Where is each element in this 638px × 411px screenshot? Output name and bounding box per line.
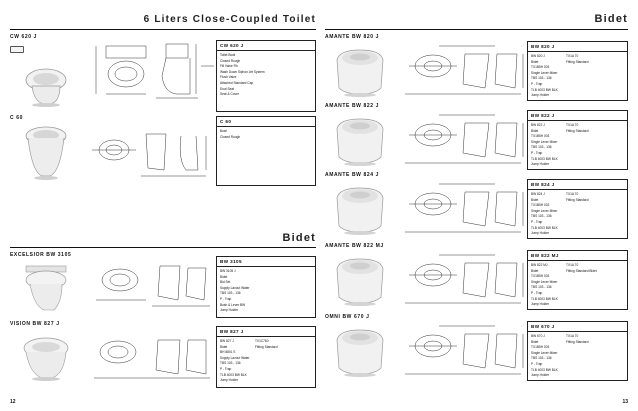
- spec-line: Jump Holder: [220, 378, 239, 383]
- section-title-toilet: 6 Liters Close-Coupled Toilet: [143, 14, 316, 25]
- spec-line: Jump Holder: [531, 302, 550, 307]
- product-label: CW 620 J: [10, 34, 38, 40]
- spec-line: BW 824 J: [531, 192, 545, 196]
- left-page: [10, 0, 316, 411]
- spec-line: Bidet: [531, 59, 539, 64]
- spec-code: C 60: [220, 119, 232, 124]
- spec-line: TX1A 70: [566, 263, 579, 267]
- spec-code: BW 822 MJ: [531, 253, 559, 258]
- spec-box: [216, 40, 316, 112]
- spec-line: P - Trap: [531, 219, 543, 224]
- product-label: VISION BW 827 J: [10, 321, 60, 327]
- spec-line: BW 827 J: [220, 339, 234, 343]
- spec-line: P - Trap: [531, 150, 543, 155]
- spec-divider: [528, 260, 627, 261]
- spec-line: Bidet: [531, 268, 539, 273]
- technical-drawing: [399, 40, 527, 100]
- spec-line: BW 3105 J: [220, 269, 236, 273]
- spec-list: [531, 263, 558, 308]
- spec-line: TLB 4003 BW BLK: [531, 156, 558, 161]
- spec-code: BW 824 J: [531, 182, 555, 187]
- spec-line: P - Trap: [220, 366, 232, 371]
- spec-line: Bidet: [531, 339, 539, 344]
- spec-line: Supply Lavout Water: [220, 285, 250, 290]
- spec-list-secondary: [566, 334, 589, 345]
- technical-drawing: [86, 256, 216, 314]
- spec-line: Closed Rough: [220, 58, 241, 63]
- spec-divider: [528, 51, 627, 52]
- spec-line: TBS 103 - 136: [531, 285, 552, 290]
- spec-list-secondary: [566, 54, 589, 65]
- spec-box: [527, 179, 628, 239]
- spec-line: TX1A 70: [566, 123, 579, 127]
- spec-code: BW 3105: [220, 259, 242, 264]
- spec-line: P - Trap: [531, 361, 543, 366]
- section-title-bidet: Bidet: [594, 13, 628, 25]
- spec-list-secondary: [566, 263, 597, 274]
- section-rule: [10, 247, 316, 248]
- spec-line: Jump Holder: [531, 162, 550, 167]
- spec-box: [216, 326, 316, 388]
- spec-line: Fitting Standard: [566, 339, 589, 344]
- spec-list: [220, 129, 240, 140]
- spec-line: Jump Holder: [220, 308, 239, 313]
- technical-drawing: [399, 249, 527, 309]
- spec-line: BW 822 J: [531, 123, 545, 127]
- spec-line: Fitting Standard: [255, 344, 278, 349]
- section-rule: [10, 29, 316, 30]
- spec-list: [220, 53, 265, 98]
- spec-line: Single Lever Mixer: [531, 279, 558, 284]
- spec-line: TBS 103 - 136: [531, 76, 552, 81]
- spec-line: Single Lever Mixer: [531, 70, 558, 75]
- spec-line: TLB 4003 BW BLK: [220, 372, 247, 377]
- product-photo: [10, 58, 82, 108]
- spec-divider: [217, 50, 315, 51]
- technical-drawing: [399, 320, 527, 380]
- product-photo: [325, 111, 395, 167]
- spec-line: BW 670 J: [531, 334, 545, 338]
- spec-line: TX1A 70: [566, 54, 579, 58]
- spec-line: Bidet: [531, 128, 539, 133]
- page-number: 13: [622, 399, 628, 405]
- spec-divider: [217, 266, 315, 267]
- product-label: C 60: [10, 115, 23, 121]
- spec-code: BW 820 J: [531, 44, 555, 49]
- spec-line: Bidet: [531, 197, 539, 202]
- spec-line: TX1B5H 003: [531, 203, 550, 208]
- product-photo: [325, 42, 395, 98]
- spec-divider: [528, 120, 627, 121]
- spec-line: Jump Holder: [531, 373, 550, 378]
- spec-line: Dual Seat: [220, 86, 234, 91]
- spec-divider: [217, 336, 315, 337]
- spec-line: TX1B5H 003: [531, 274, 550, 279]
- spec-line: Bid Set: [220, 280, 231, 285]
- spec-line: Bowl: [220, 129, 227, 133]
- spec-divider: [217, 126, 315, 127]
- spec-line: TX1B5H 003: [531, 345, 550, 350]
- spec-line: BH 8801 S: [220, 350, 236, 355]
- spec-line: TX1B5H 003: [531, 134, 550, 139]
- spec-line: Bidet: [220, 274, 228, 279]
- spec-line: Supply Lavout Water: [220, 355, 250, 360]
- spec-line: Bidet: [220, 344, 228, 349]
- technical-drawing: [399, 178, 527, 238]
- spec-line: BW 820 J: [531, 54, 545, 58]
- spec-line: TLB 4003 BW BLK: [531, 296, 558, 301]
- spec-line: Wash Down Siphon Jet System: [220, 69, 265, 74]
- product-photo: [325, 180, 395, 236]
- spec-divider: [528, 189, 627, 190]
- product-label: EXCELSIOR BW 3105: [10, 252, 72, 258]
- spec-line: TBS 103 - 136: [531, 356, 552, 361]
- spec-list: [531, 192, 558, 237]
- spec-line: TLB 4003 BW BLK: [531, 225, 558, 230]
- technical-drawing: [399, 109, 527, 169]
- spec-line: Jump Holder: [531, 93, 550, 98]
- spec-line: Bush & Lever BW: [220, 302, 246, 307]
- spec-line: TBS 103 - 136: [531, 214, 552, 219]
- page-number: 12: [10, 399, 16, 405]
- spec-box: [527, 250, 628, 310]
- spec-line: TLB 4003 BW BLK: [531, 87, 558, 92]
- spec-code: BW 822 J: [531, 113, 555, 118]
- spec-line: Fitting Standard: [566, 128, 589, 133]
- technical-drawing: [86, 36, 216, 104]
- spec-line: TX1A 70: [566, 192, 579, 196]
- spec-box: [216, 116, 316, 186]
- spec-line: Fitting Standard: [566, 59, 589, 64]
- spec-list: [531, 123, 558, 168]
- spec-line: Single Lever Mixer: [531, 139, 558, 144]
- spec-line: Closed Rough: [220, 134, 241, 139]
- spec-line: P - Trap: [531, 290, 543, 295]
- spec-line: Toilet Bowl: [220, 53, 236, 57]
- product-label: AMANTE BW 822 MJ: [325, 243, 384, 249]
- product-photo: [325, 322, 395, 378]
- product-label: OMNI BW 670 J: [325, 314, 370, 320]
- spec-line: TBS 103 - 136: [220, 291, 241, 296]
- product-photo: [10, 330, 82, 382]
- spec-code: CW 620 J: [220, 43, 244, 48]
- product-photo: [10, 122, 82, 182]
- product-label: AMANTE BW 824 J: [325, 172, 380, 178]
- spec-box: [527, 110, 628, 170]
- product-label: AMANTE BW 820 J: [325, 34, 380, 40]
- spec-list: [531, 54, 558, 99]
- spec-divider: [528, 331, 627, 332]
- technical-drawing: [86, 326, 216, 384]
- spec-line: Fill Valve Rh: [220, 64, 238, 69]
- spec-line: TLB 4003 BW BLK: [531, 367, 558, 372]
- spec-line: Single Lever Mixer: [531, 208, 558, 213]
- spec-box: [527, 321, 628, 381]
- spec-box: [216, 256, 316, 318]
- spec-list-secondary: [255, 339, 278, 350]
- spec-line: TBS 103 - 136: [220, 361, 241, 366]
- product-label: AMANTE BW 822 J: [325, 103, 380, 109]
- spec-line: Fitting Standard: [566, 197, 589, 202]
- technical-drawing: [86, 120, 216, 190]
- flush-button-image: [10, 46, 24, 53]
- right-page: [325, 0, 628, 411]
- section-rule: [325, 29, 628, 30]
- spec-code: BW 670 J: [531, 324, 555, 329]
- spec-list: [531, 334, 558, 379]
- product-photo: [10, 262, 82, 314]
- product-photo: [325, 251, 395, 307]
- spec-line: Single Lever Mixer: [531, 350, 558, 355]
- spec-line: TX1B5H 003: [531, 65, 550, 70]
- spec-line: Fitting Standard Bidet: [566, 268, 597, 273]
- spec-list-secondary: [566, 123, 589, 134]
- spec-line: TBS 103 - 136: [531, 145, 552, 150]
- spec-list: [220, 269, 249, 314]
- spec-line: P - Trap: [220, 296, 232, 301]
- spec-list: [220, 339, 249, 384]
- spec-line: TX1A 70: [566, 334, 579, 338]
- spec-list-secondary: [566, 192, 589, 203]
- spec-line: BW 822 MJ: [531, 263, 548, 267]
- spec-code: BW 827 J: [220, 329, 244, 334]
- spec-line: Flush Valve: [220, 75, 237, 80]
- section-title-bidet: Bidet: [282, 232, 316, 244]
- spec-line: Attached Standard Cap: [220, 80, 254, 85]
- spec-line: Seat & Cover: [220, 92, 239, 97]
- spec-box: [527, 41, 628, 101]
- spec-line: Jump Holder: [531, 231, 550, 236]
- spec-line: TX1C760: [255, 339, 269, 343]
- spec-line: P - Trap: [531, 81, 543, 86]
